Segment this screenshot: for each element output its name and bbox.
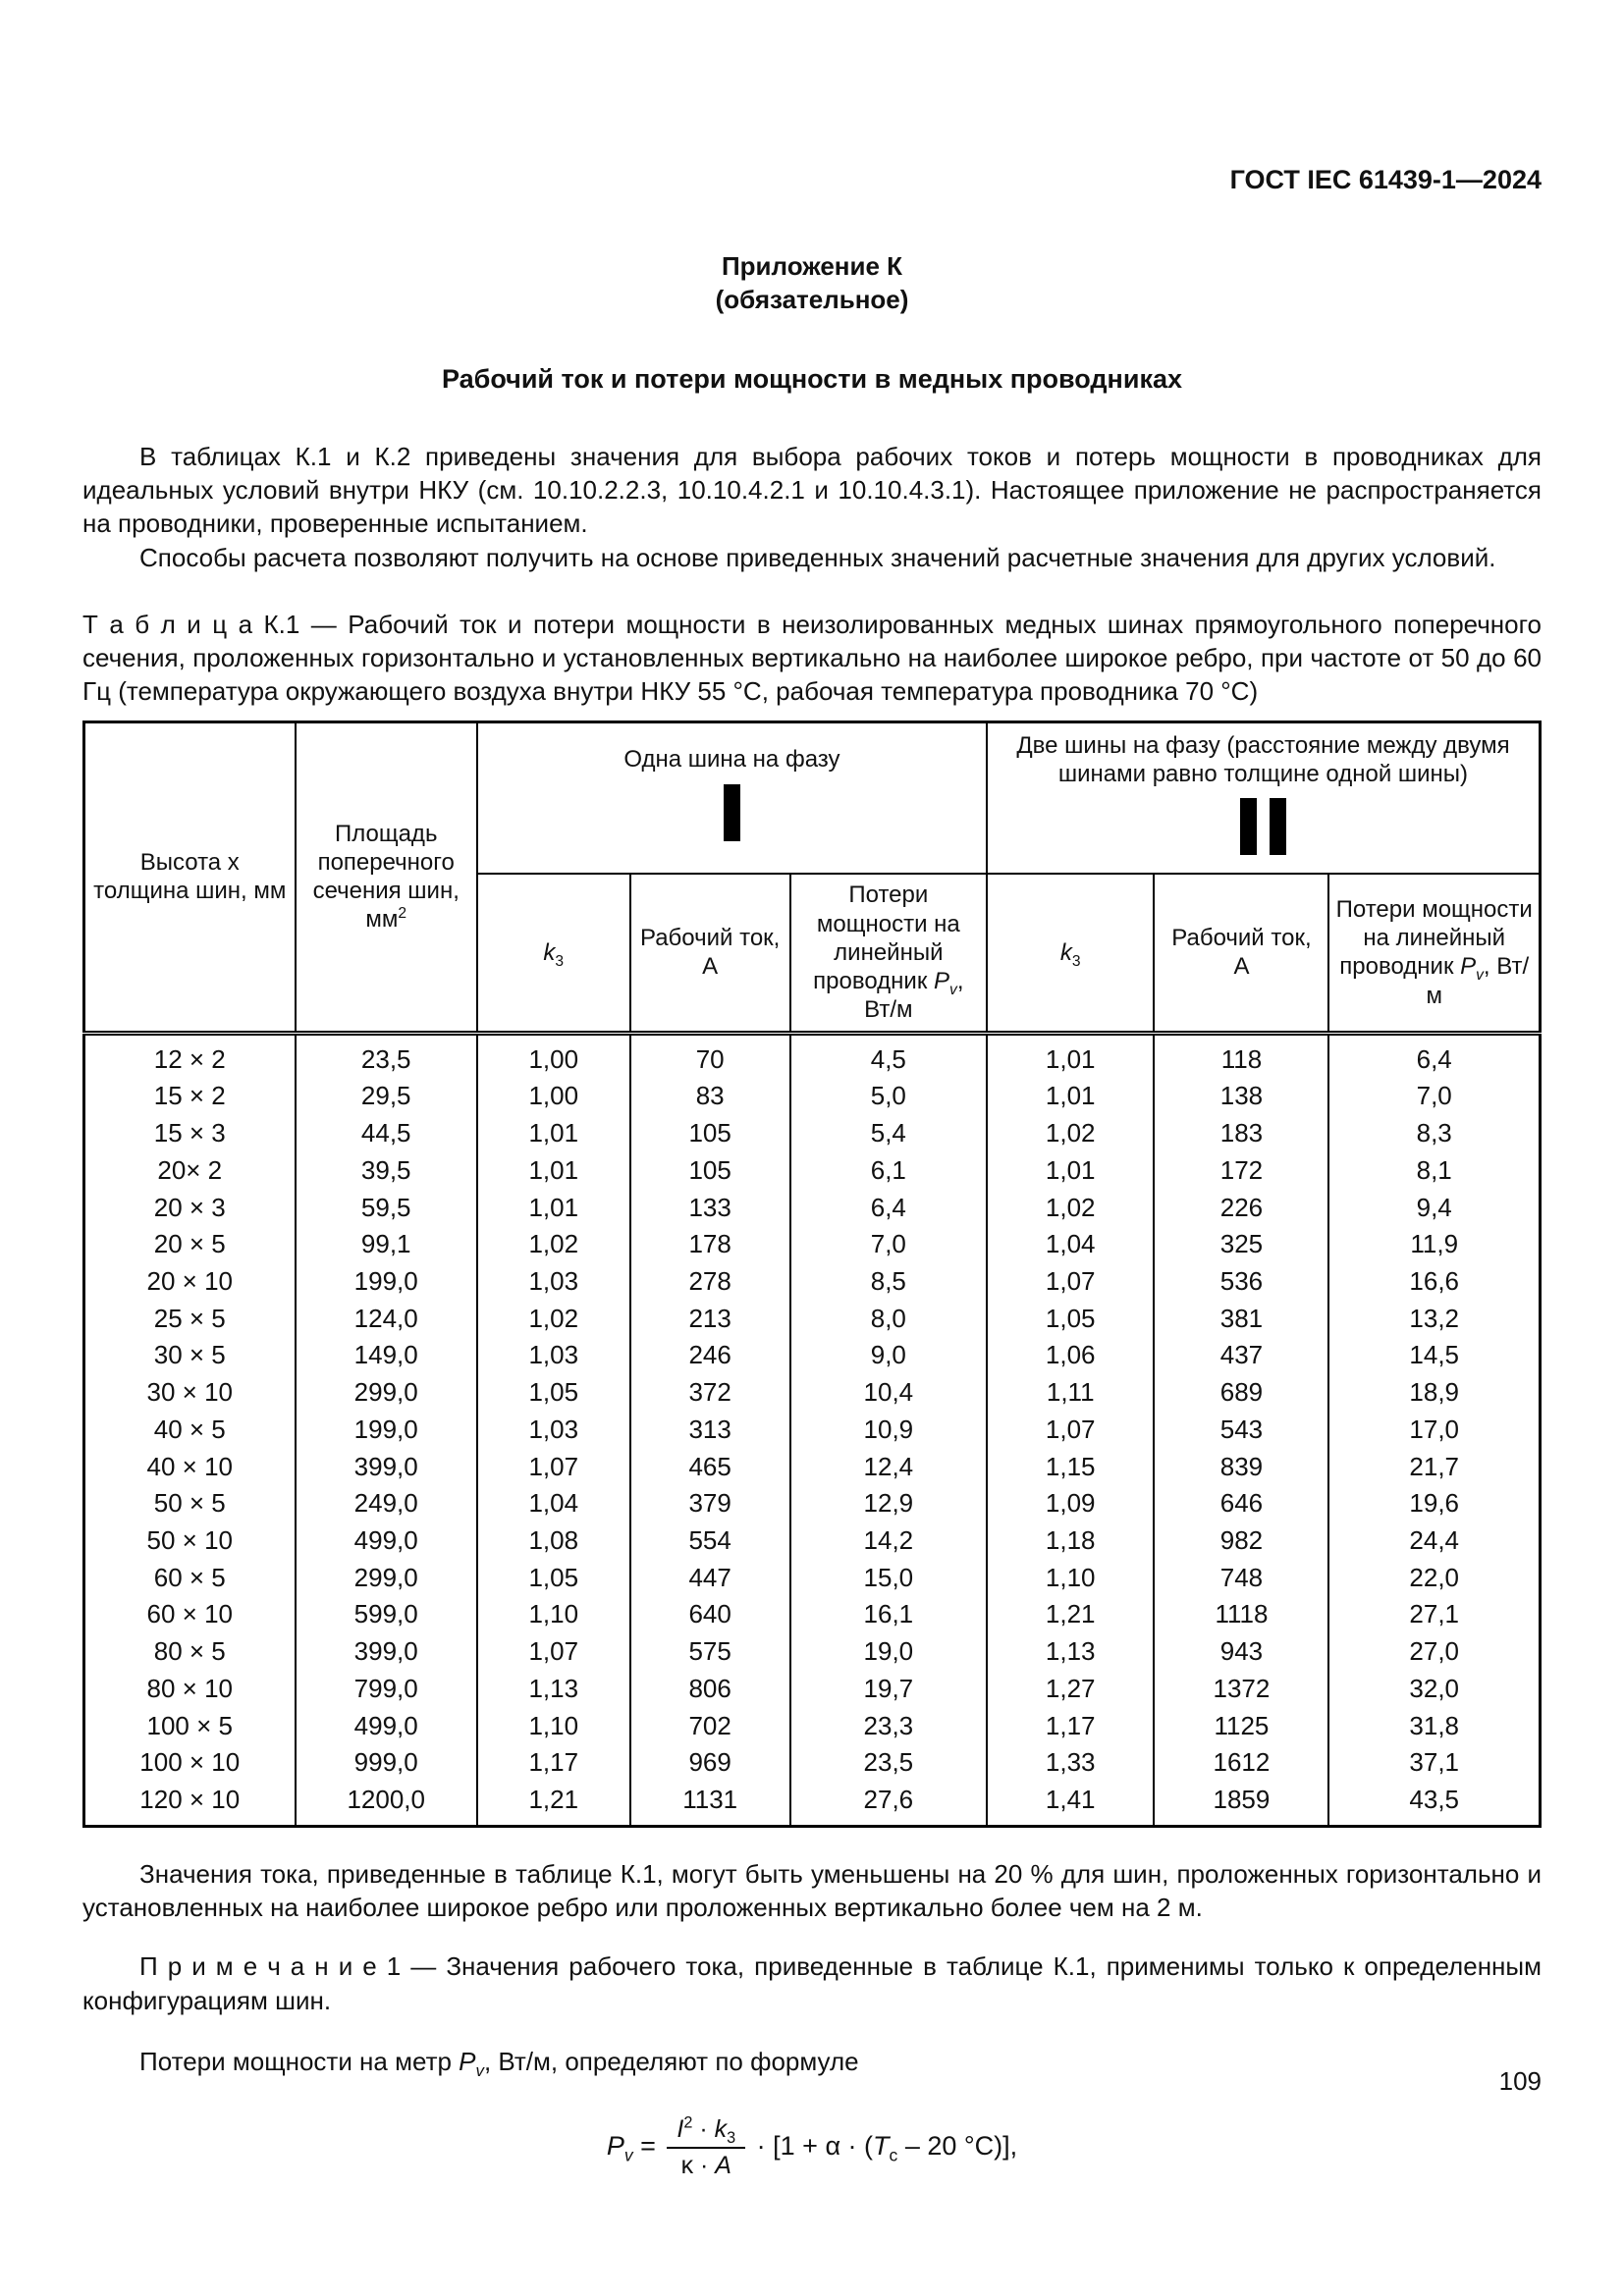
table-cell: 83 [630, 1078, 790, 1115]
table-cell: 9,0 [790, 1337, 987, 1374]
table-cell: 278 [630, 1263, 790, 1301]
table-cell: 8,1 [1328, 1152, 1540, 1190]
table-cell: 1,09 [987, 1485, 1155, 1522]
table-cell: 299,0 [296, 1560, 477, 1597]
table-header-row-groups [84, 721, 1541, 874]
table-cell: 15 × 3 [84, 1115, 296, 1152]
table-row [84, 1522, 1541, 1560]
table-cell: 1,05 [477, 1560, 630, 1597]
col-header-area-sup: 2 [398, 905, 407, 923]
annex-title: Рабочий ток и потери мощности в медных проводниках [441, 363, 1183, 394]
table-row [84, 1560, 1541, 1597]
table-cell: 499,0 [296, 1708, 477, 1745]
table-cell: 1,02 [987, 1115, 1155, 1152]
table-cell: 19,7 [790, 1671, 987, 1708]
table-cell: 1,02 [477, 1226, 630, 1263]
table-cell: 1,07 [477, 1633, 630, 1671]
group-double-title: Две шины на фазу (расстояние между двумя шинами равно толщине одной шины) [1016, 731, 1510, 788]
table-cell: 199,0 [296, 1412, 477, 1449]
table-cell: 15 × 2 [84, 1078, 296, 1115]
table-cell: 1,03 [477, 1263, 630, 1301]
table-cell: 299,0 [296, 1374, 477, 1412]
table-cell: 1,01 [477, 1115, 630, 1152]
table-cell: 44,5 [296, 1115, 477, 1152]
busbar-bar [724, 784, 740, 841]
table-cell: 23,5 [790, 1744, 987, 1782]
table-cell: 199,0 [296, 1263, 477, 1301]
table-caption-label: Т а б л и ц а К.1 — [82, 609, 337, 639]
table-cell: 379 [630, 1485, 790, 1522]
table-cell: 465 [630, 1449, 790, 1486]
loss-formula-intro: Потери мощности на метр $P_v$, Вт/м, определяют по формуле [139, 2046, 859, 2081]
busbar-bar [1240, 798, 1257, 855]
table-cell: 9,4 [1328, 1190, 1540, 1227]
table-k1-body [84, 1033, 1541, 1826]
table-cell: 1,01 [477, 1190, 630, 1227]
col-header-k3-single: $k_3$ [477, 874, 630, 1033]
table-cell: 149,0 [296, 1337, 477, 1374]
table-cell: 6,4 [790, 1190, 987, 1227]
table-row [84, 1301, 1541, 1338]
table-cell: 1,04 [987, 1226, 1155, 1263]
table-cell: 748 [1154, 1560, 1328, 1597]
table-cell: 1,05 [477, 1374, 630, 1412]
table-cell: 1612 [1154, 1744, 1328, 1782]
table-cell: 7,0 [790, 1226, 987, 1263]
doc-code: ГОСТ IEC 61439-1—2024 [1229, 165, 1542, 194]
formula-lhs: $P_v$ = [606, 2131, 664, 2165]
table-cell: 1,07 [987, 1412, 1155, 1449]
table-cell: 437 [1154, 1337, 1328, 1374]
table-cell: 37,1 [1328, 1744, 1540, 1782]
table-cell: 80 × 10 [84, 1671, 296, 1708]
table-cell: 8,5 [790, 1263, 987, 1301]
table-cell: 1,02 [987, 1190, 1155, 1227]
table-cell: 60 × 5 [84, 1560, 296, 1597]
table-row [84, 1782, 1541, 1826]
note-label: П р и м е ч а н и е 1 — [139, 1951, 437, 1982]
table-cell: 1,27 [987, 1671, 1155, 1708]
table-cell: 1,15 [987, 1449, 1155, 1486]
table-row [84, 1449, 1541, 1486]
table-cell: 543 [1154, 1412, 1328, 1449]
table-caption [82, 608, 1542, 709]
table-cell: 646 [1154, 1485, 1328, 1522]
busbar-bar [1270, 798, 1286, 855]
table-cell: 20 × 3 [84, 1190, 296, 1227]
table-cell: 12,9 [790, 1485, 987, 1522]
table-cell: 249,0 [296, 1485, 477, 1522]
table-cell: 29,5 [296, 1078, 477, 1115]
formula-fraction [667, 2115, 745, 2180]
table-cell: 1859 [1154, 1782, 1328, 1826]
table-cell: 133 [630, 1190, 790, 1227]
table-cell: 372 [630, 1374, 790, 1412]
table-cell: 447 [630, 1560, 790, 1597]
table-cell: 20 × 5 [84, 1226, 296, 1263]
table-cell: 14,5 [1328, 1337, 1540, 1374]
table-cell: 1,33 [987, 1744, 1155, 1782]
table-row [84, 1337, 1541, 1374]
table-row [84, 1115, 1541, 1152]
table-cell: 21,7 [1328, 1449, 1540, 1486]
table-cell: 213 [630, 1301, 790, 1338]
table-cell: 1,10 [987, 1560, 1155, 1597]
table-cell: 982 [1154, 1522, 1328, 1560]
table-row [84, 1226, 1541, 1263]
table-cell: 10,9 [790, 1412, 987, 1449]
table-cell: 1,02 [477, 1301, 630, 1338]
table-cell: 1,10 [477, 1708, 630, 1745]
table-cell: 27,6 [790, 1782, 987, 1826]
col-header-size: Высота х толщина шин, мм [84, 721, 296, 1033]
intro-paragraph-2: Способы расчета позволяют получить на основе приведенных значений расчетные значения для других условий. [139, 542, 1496, 572]
table-cell: 999,0 [296, 1744, 477, 1782]
table-cell: 399,0 [296, 1449, 477, 1486]
table-cell: 19,6 [1328, 1485, 1540, 1522]
table-cell: 27,1 [1328, 1596, 1540, 1633]
table-cell: 30 × 5 [84, 1337, 296, 1374]
table-cell: 1,21 [477, 1782, 630, 1826]
table-cell: 226 [1154, 1190, 1328, 1227]
table-cell: 313 [630, 1412, 790, 1449]
table-caption-text: Рабочий ток и потери мощности в неизолированных медных шинах прямоугольного поперечного сечения, проложенных горизонтально и установленных вертикально на наиболее широкое ребро, при частоте от 50 до 60 Гц (температура окружающего воздуха внутри НКУ 55 °С, рабочая температура проводника 70 °С) [82, 609, 1542, 707]
table-cell: 50 × 5 [84, 1485, 296, 1522]
table-cell: 183 [1154, 1115, 1328, 1152]
table-cell: 7,0 [1328, 1078, 1540, 1115]
double-busbar-icon [994, 798, 1533, 855]
table-cell: 1,01 [987, 1033, 1155, 1078]
table-cell: 1118 [1154, 1596, 1328, 1633]
table-cell: 1,18 [987, 1522, 1155, 1560]
table-row [84, 1033, 1541, 1078]
table-cell: 969 [630, 1744, 790, 1782]
table-cell: 1131 [630, 1782, 790, 1826]
table-cell: 702 [630, 1708, 790, 1745]
table-cell: 10,4 [790, 1374, 987, 1412]
col-header-current-double: Рабочий ток, А [1154, 874, 1328, 1033]
table-cell: 1,17 [987, 1708, 1155, 1745]
table-cell: 30 × 10 [84, 1374, 296, 1412]
col-header-area-text: Площадь поперечного сечения шин, мм [312, 820, 460, 934]
table-row [84, 1412, 1541, 1449]
table-cell: 1,01 [987, 1152, 1155, 1190]
table-cell: 105 [630, 1152, 790, 1190]
annex-label: Приложение К [721, 251, 903, 281]
table-cell: 1,03 [477, 1412, 630, 1449]
table-cell: 1,17 [477, 1744, 630, 1782]
col-header-k3-double: $k_3$ [987, 874, 1155, 1033]
note-1 [82, 1949, 1542, 2017]
table-cell: 1200,0 [296, 1782, 477, 1826]
table-cell: 554 [630, 1522, 790, 1560]
table-cell: 5,4 [790, 1115, 987, 1152]
table-cell: 18,9 [1328, 1374, 1540, 1412]
annex-type: (обязательное) [715, 284, 909, 314]
table-cell: 60 × 10 [84, 1596, 296, 1633]
formula-tail: · [$1 + \alpha \cdot (T_с - 20$ °C)], [749, 2131, 1018, 2165]
table-cell: 381 [1154, 1301, 1328, 1338]
table-cell: 839 [1154, 1449, 1328, 1486]
table-cell: 19,0 [790, 1633, 987, 1671]
table-cell: 1,08 [477, 1522, 630, 1560]
table-cell: 14,2 [790, 1522, 987, 1560]
table-cell: 40 × 5 [84, 1412, 296, 1449]
col-header-area [296, 721, 477, 1033]
table-cell: 806 [630, 1671, 790, 1708]
table-cell: 536 [1154, 1263, 1328, 1301]
after-table-paragraph: Значения тока, приведенные в таблице К.1, могут быть уменьшены на 20 % для шин, проложенных горизонтально и установленных на наиболее широкое ребро или проложенных вертикально более чем на 2 м. [82, 1858, 1542, 1923]
table-cell: 1,21 [987, 1596, 1155, 1633]
table-cell: 325 [1154, 1226, 1328, 1263]
page-number: 109 [1498, 2066, 1542, 2096]
table-cell: 1,06 [987, 1337, 1155, 1374]
table-cell: 246 [630, 1337, 790, 1374]
table-cell: 100 × 10 [84, 1744, 296, 1782]
table-cell: 575 [630, 1633, 790, 1671]
table-cell: 1,07 [477, 1449, 630, 1486]
group-header-double-busbar [987, 721, 1541, 874]
single-busbar-icon [484, 784, 980, 841]
table-cell: 1,10 [477, 1596, 630, 1633]
table-cell: 22,0 [1328, 1560, 1540, 1597]
intro-paragraph-1: В таблицах К.1 и К.2 приведены значения для выбора рабочих токов и потерь мощности в проводниках для идеальных условий внутри НКУ (см. 10.10.2.2.3, 10.10.4.2.1 и 10.10.4.3.1). Настоящее приложение не распространяется на проводники, проверенные испытанием. [82, 441, 1542, 539]
table-cell: 12,4 [790, 1449, 987, 1486]
table-cell: 11,9 [1328, 1226, 1540, 1263]
table-cell: 499,0 [296, 1522, 477, 1560]
table-row [84, 1190, 1541, 1227]
table-cell: 43,5 [1328, 1782, 1540, 1826]
table-cell: 689 [1154, 1374, 1328, 1412]
table-cell: 80 × 5 [84, 1633, 296, 1671]
table-cell: 8,0 [790, 1301, 987, 1338]
table-cell: 23,3 [790, 1708, 987, 1745]
formula-denominator: κ · A [680, 2152, 731, 2180]
table-cell: 40 × 10 [84, 1449, 296, 1486]
table-row [84, 1708, 1541, 1745]
table-cell: 6,1 [790, 1152, 987, 1190]
table-cell: 50 × 10 [84, 1522, 296, 1560]
table-cell: 124,0 [296, 1301, 477, 1338]
table-cell: 1125 [1154, 1708, 1328, 1745]
table-cell: 1,04 [477, 1485, 630, 1522]
table-cell: 178 [630, 1226, 790, 1263]
table-cell: 4,5 [790, 1033, 987, 1078]
table-cell: 1,41 [987, 1782, 1155, 1826]
note-text: Значения рабочего тока, приведенные в таблице К.1, применимы только к определенным конфигурациям шин. [82, 1951, 1542, 2015]
table-cell: 1,05 [987, 1301, 1155, 1338]
table-cell: 8,3 [1328, 1115, 1540, 1152]
table-cell: 27,0 [1328, 1633, 1540, 1671]
table-row [84, 1374, 1541, 1412]
table-cell: 24,4 [1328, 1522, 1540, 1560]
table-row [84, 1633, 1541, 1671]
power-loss-formula [82, 2115, 1542, 2180]
table-cell: 17,0 [1328, 1412, 1540, 1449]
table-row [84, 1596, 1541, 1633]
table-cell: 943 [1154, 1633, 1328, 1671]
table-cell: 70 [630, 1033, 790, 1078]
formula-numerator: $I^2 \cdot k_3$ [667, 2115, 745, 2149]
table-cell: 15,0 [790, 1560, 987, 1597]
group-header-single-busbar [477, 721, 987, 874]
table-row [84, 1485, 1541, 1522]
table-cell: 172 [1154, 1152, 1328, 1190]
table-cell: 20× 2 [84, 1152, 296, 1190]
table-row [84, 1152, 1541, 1190]
table-cell: 1372 [1154, 1671, 1328, 1708]
table-cell: 16,1 [790, 1596, 987, 1633]
col-header-loss-double: Потери мощности на линейный проводник $P_v$, Вт/м [1328, 874, 1540, 1033]
table-cell: 138 [1154, 1078, 1328, 1115]
table-cell: 20 × 10 [84, 1263, 296, 1301]
table-cell: 32,0 [1328, 1671, 1540, 1708]
table-cell: 23,5 [296, 1033, 477, 1078]
table-row [84, 1078, 1541, 1115]
group-single-title: Одна шина на фазу [623, 746, 840, 774]
table-cell: 12 × 2 [84, 1033, 296, 1078]
table-cell: 25 × 5 [84, 1301, 296, 1338]
table-cell: 399,0 [296, 1633, 477, 1671]
table-cell: 118 [1154, 1033, 1328, 1078]
table-cell: 1,01 [477, 1152, 630, 1190]
table-cell: 31,8 [1328, 1708, 1540, 1745]
table-cell: 39,5 [296, 1152, 477, 1190]
table-cell: 1,00 [477, 1078, 630, 1115]
table-row [84, 1744, 1541, 1782]
table-cell: 120 × 10 [84, 1782, 296, 1826]
table-row [84, 1263, 1541, 1301]
table-cell: 5,0 [790, 1078, 987, 1115]
table-cell: 99,1 [296, 1226, 477, 1263]
table-cell: 799,0 [296, 1671, 477, 1708]
table-cell: 1,11 [987, 1374, 1155, 1412]
table-cell: 16,6 [1328, 1263, 1540, 1301]
table-cell: 1,00 [477, 1033, 630, 1078]
table-cell: 13,2 [1328, 1301, 1540, 1338]
table-cell: 59,5 [296, 1190, 477, 1227]
col-header-loss-single: Потери мощности на линейный проводник $P_v$, Вт/м [790, 874, 987, 1033]
table-cell: 100 × 5 [84, 1708, 296, 1745]
table-cell: 599,0 [296, 1596, 477, 1633]
table-cell: 1,13 [987, 1633, 1155, 1671]
table-cell: 1,07 [987, 1263, 1155, 1301]
table-k1 [82, 721, 1542, 1828]
table-cell: 1,01 [987, 1078, 1155, 1115]
table-cell: 1,03 [477, 1337, 630, 1374]
table-row [84, 1671, 1541, 1708]
table-cell: 6,4 [1328, 1033, 1540, 1078]
col-header-current-single: Рабочий ток, А [630, 874, 790, 1033]
table-cell: 1,13 [477, 1671, 630, 1708]
table-cell: 105 [630, 1115, 790, 1152]
table-cell: 640 [630, 1596, 790, 1633]
